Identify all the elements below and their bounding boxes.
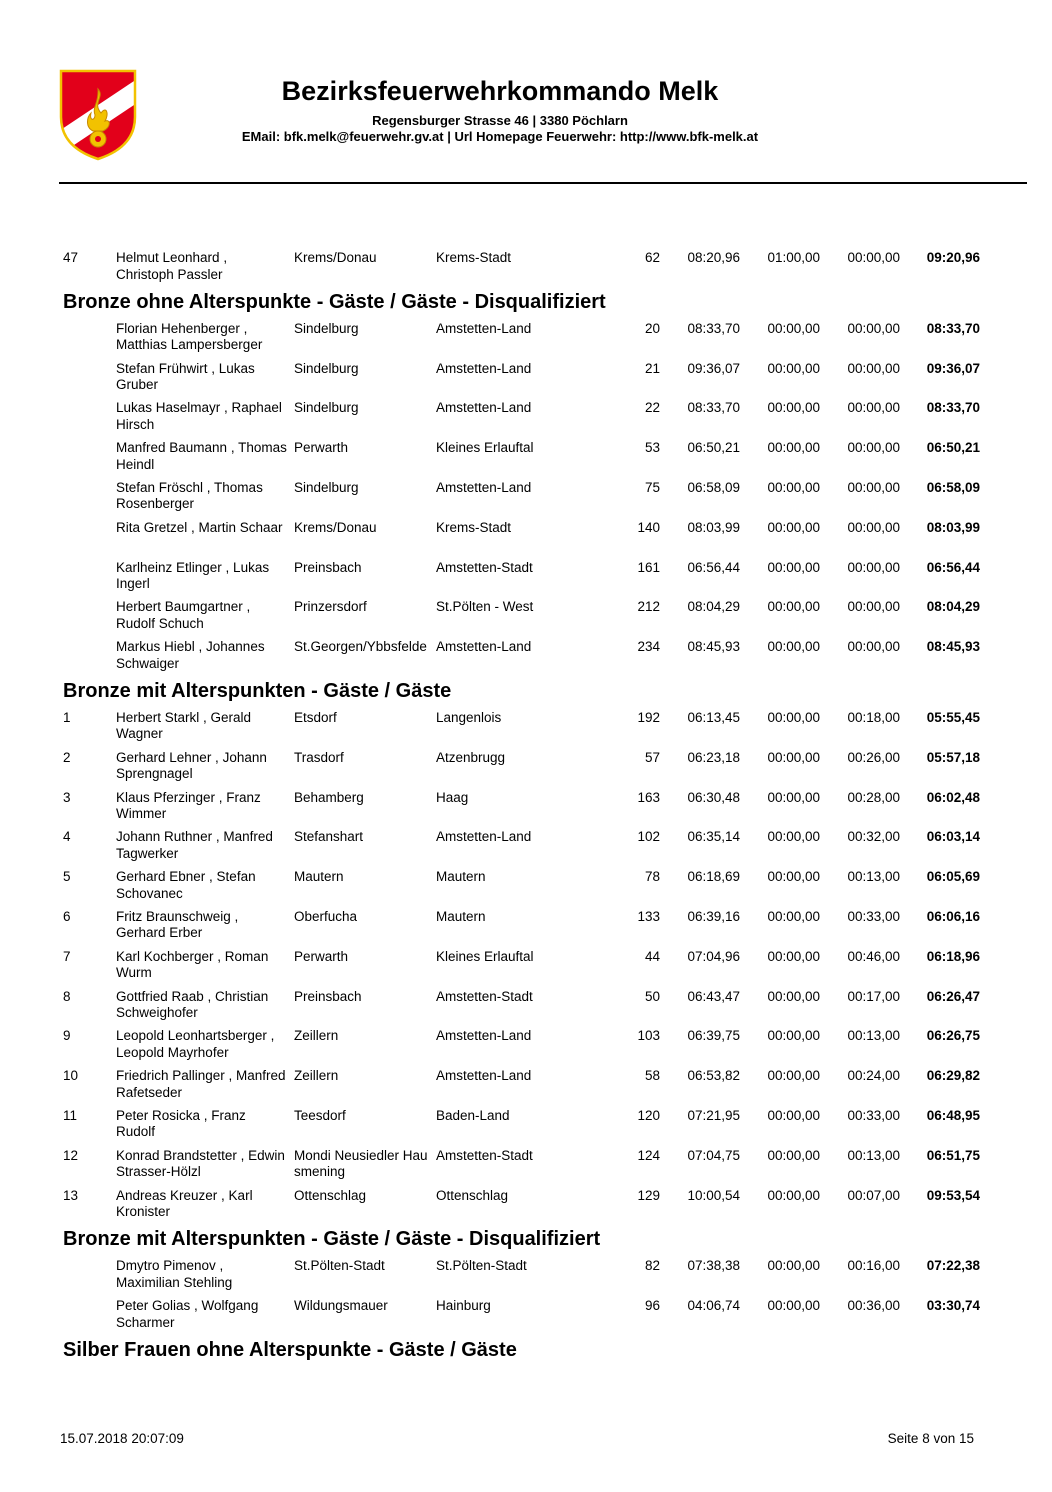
place: Perwarth (294, 948, 349, 964)
time-penalty: 00:00,00 (767, 869, 820, 885)
district: Kleines Erlauftal (436, 948, 534, 964)
team-names: Rita Gretzel , Martin Schaar (116, 519, 283, 535)
place: St.Pölten-Stadt (294, 1258, 385, 1274)
rank: 47 (63, 250, 79, 265)
district: St.Pölten - West (436, 599, 534, 615)
header-divider (59, 182, 1027, 184)
place: Sindelburg (294, 360, 359, 376)
table-row (0, 478, 1052, 518)
time-penalty: 01:00,00 (767, 250, 820, 265)
time-total: 08:33,70 (926, 320, 980, 336)
time-penalty: 00:00,00 (767, 908, 820, 924)
table-row (0, 319, 1052, 359)
time-run: 06:39,75 (687, 1028, 740, 1044)
time-total: 05:55,45 (926, 709, 980, 725)
place: Etsdorf (294, 709, 337, 725)
team-names: Johann Ruthner , Manfred Tagwerker (116, 829, 273, 861)
team-names: Friedrich Pallinger , Manfred Rafetseder (116, 1068, 286, 1100)
district: Langenlois (436, 709, 502, 725)
district: Amstetten-Stadt (436, 559, 533, 575)
time-total: 06:05,69 (926, 869, 980, 885)
start-number: 102 (637, 829, 660, 845)
start-number: 50 (644, 988, 660, 1004)
time-age-bonus: 00:16,00 (847, 1258, 900, 1274)
time-total: 09:20,96 (926, 250, 980, 265)
district: Amstetten-Land (436, 1028, 532, 1044)
team-names: Andreas Kreuzer , Karl Kronister (116, 1187, 253, 1220)
place: Krems/Donau (294, 250, 377, 265)
district: Amstetten-Stadt (436, 1147, 533, 1163)
time-penalty: 00:00,00 (767, 709, 820, 725)
rank: 6 (63, 908, 71, 924)
time-age-bonus: 00:32,00 (847, 829, 900, 845)
place: Sindelburg (294, 400, 359, 416)
rank: 13 (63, 1187, 79, 1203)
rank: 7 (63, 948, 71, 964)
district: Amstetten-Land (436, 829, 532, 845)
team-names: Manfred Baumann , Thomas Heindl (116, 440, 287, 472)
team-names: Fritz Braunschweig , Gerhard Erber (116, 908, 239, 941)
time-age-bonus: 00:00,00 (847, 320, 900, 336)
time-age-bonus: 00:18,00 (847, 709, 900, 725)
rank: 9 (63, 1028, 71, 1044)
time-run: 08:04,29 (687, 599, 740, 615)
team-names: Stefan Fröschl , Thomas Rosenberger (116, 479, 263, 512)
district: Kleines Erlauftal (436, 440, 534, 456)
section-header (0, 1225, 1052, 1256)
start-number: 96 (644, 1298, 660, 1314)
time-age-bonus: 00:13,00 (847, 1147, 900, 1163)
district: Amstetten-Land (436, 360, 532, 376)
start-number: 53 (644, 440, 660, 456)
sections (0, 288, 1052, 1367)
team-names: Dmytro Pimenov , Maximilian Stehling (116, 1258, 233, 1290)
time-age-bonus: 00:00,00 (847, 599, 900, 615)
team-names: Peter Golias , Wolfgang Scharmer (116, 1298, 259, 1330)
rank: 8 (63, 988, 71, 1004)
time-total: 08:33,70 (926, 400, 980, 416)
table-row (0, 788, 1052, 828)
time-total: 06:48,95 (926, 1107, 980, 1123)
time-total: 06:02,48 (926, 789, 980, 805)
time-total: 06:26,75 (926, 1028, 980, 1044)
time-total: 05:57,18 (926, 749, 980, 765)
rank: 4 (63, 829, 71, 845)
place: Zeillern (294, 1068, 339, 1084)
time-age-bonus: 00:13,00 (847, 869, 900, 885)
time-age-bonus: 00:00,00 (847, 639, 900, 655)
start-number: 103 (637, 1028, 660, 1044)
start-number: 82 (644, 1258, 660, 1274)
start-number: 234 (637, 639, 660, 655)
time-run: 08:03,99 (687, 519, 740, 535)
footer-page-number: Seite 8 von 15 (887, 1431, 974, 1446)
rank: 11 (63, 1107, 78, 1123)
place: Stefanshart (294, 829, 364, 845)
place: Zeillern (294, 1028, 339, 1044)
district: Mautern (436, 908, 486, 924)
time-penalty: 00:00,00 (767, 789, 820, 805)
section-header (0, 288, 1052, 319)
time-total: 06:29,82 (926, 1068, 980, 1084)
start-number: 161 (637, 559, 660, 575)
team-names: Karlheinz Etlinger , Lukas Ingerl (116, 559, 270, 592)
table-row (0, 1146, 1052, 1186)
time-age-bonus: 00:17,00 (847, 988, 900, 1004)
time-age-bonus: 00:00,00 (847, 360, 900, 376)
table-row (0, 947, 1052, 987)
table-row (0, 708, 1052, 748)
team-names: Konrad Brandstetter , Edwin Strasser-Hölzl (116, 1147, 285, 1180)
team-names: Lukas Haselmayr , Raphael Hirsch (116, 400, 282, 432)
table-row (0, 637, 1052, 677)
place: St.Georgen/Ybbsfelde (294, 639, 427, 655)
time-run: 06:56,44 (687, 559, 740, 575)
time-penalty: 00:00,00 (767, 320, 820, 336)
time-total: 09:53,54 (926, 1187, 980, 1203)
header-contact: EMail: bfk.melk@feuerwehr.gv.at | Url Homepage Feuerwehr: http://www.bfk-melk.at (241, 129, 759, 144)
time-age-bonus: 00:00,00 (847, 250, 900, 265)
time-penalty: 00:00,00 (767, 479, 820, 495)
time-age-bonus: 00:13,00 (847, 1028, 900, 1044)
district: Baden-Land (436, 1107, 510, 1123)
time-run: 07:21,95 (687, 1107, 740, 1123)
table-row (0, 748, 1052, 788)
time-run: 06:53,82 (687, 1068, 740, 1084)
time-age-bonus: 00:00,00 (847, 559, 900, 575)
team-names: Karl Kochberger , Roman Wurm (116, 948, 269, 981)
district: Krems-Stadt (436, 250, 512, 265)
team-names: Helmut Leonhard , Christoph Passler (116, 250, 228, 282)
time-age-bonus: 00:00,00 (847, 440, 900, 456)
time-run: 08:20,96 (687, 250, 740, 265)
district: Mautern (436, 869, 486, 885)
table-row (0, 867, 1052, 907)
time-penalty: 00:00,00 (767, 948, 820, 964)
time-total: 06:26,47 (926, 988, 980, 1004)
footer-timestamp: 15.07.2018 20:07:09 (60, 1431, 184, 1446)
time-age-bonus: 00:00,00 (847, 400, 900, 416)
rank: 3 (63, 789, 71, 805)
time-total: 06:58,09 (926, 479, 980, 495)
section-header (0, 677, 1052, 708)
start-number: 22 (644, 400, 660, 416)
time-run: 06:43,47 (687, 988, 740, 1004)
rank: 12 (63, 1147, 79, 1163)
time-run: 08:33,70 (687, 320, 740, 336)
district: Haag (436, 789, 469, 805)
header-address: Regensburger Strasse 46 | 3380 Pöchlarn (372, 113, 628, 128)
team-names: Klaus Pferzinger , Franz Wimmer (116, 789, 261, 822)
time-age-bonus: 00:33,00 (847, 1107, 900, 1123)
place: Preinsbach (294, 559, 362, 575)
time-run: 06:13,45 (687, 709, 740, 725)
time-penalty: 00:00,00 (767, 829, 820, 845)
time-penalty: 00:00,00 (767, 599, 820, 615)
table-row (0, 398, 1052, 438)
place: Perwarth (294, 440, 349, 456)
table-row (0, 1106, 1052, 1146)
start-number: 58 (644, 1068, 660, 1084)
page-title: Bezirksfeuerwehrkommando Melk (281, 76, 719, 106)
district: St.Pölten-Stadt (436, 1258, 527, 1274)
time-penalty: 00:00,00 (767, 1068, 820, 1084)
time-penalty: 00:00,00 (767, 1147, 820, 1163)
time-total: 06:51,75 (926, 1147, 980, 1163)
table-row (0, 438, 1052, 478)
team-names: Stefan Frühwirt , Lukas Gruber (116, 360, 255, 393)
time-penalty: 00:00,00 (767, 1187, 820, 1203)
time-run: 07:04,96 (687, 948, 740, 964)
time-penalty: 00:00,00 (767, 440, 820, 456)
district: Atzenbrugg (436, 749, 506, 765)
district: Ottenschlag (436, 1187, 509, 1203)
place: Sindelburg (294, 479, 359, 495)
time-penalty: 00:00,00 (767, 1258, 820, 1274)
start-number: 163 (637, 789, 660, 805)
time-age-bonus: 00:33,00 (847, 908, 900, 924)
time-run: 06:39,16 (687, 908, 740, 924)
place: Preinsbach (294, 988, 362, 1004)
time-penalty: 00:00,00 (767, 360, 820, 376)
time-age-bonus: 00:07,00 (847, 1187, 900, 1203)
time-age-bonus: 00:46,00 (847, 948, 900, 964)
time-run: 06:58,09 (687, 479, 740, 495)
time-total: 06:56,44 (926, 559, 980, 575)
time-total: 08:03,99 (926, 519, 980, 535)
table-row (0, 1186, 1052, 1226)
time-age-bonus: 00:00,00 (847, 479, 900, 495)
start-number: 133 (637, 908, 660, 924)
team-names: Herbert Starkl , Gerald Wagner (116, 709, 252, 742)
district: Amstetten-Stadt (436, 988, 533, 1004)
time-run: 06:50,21 (687, 440, 740, 456)
section-title: Bronze mit Alterspunkten - Gäste / Gäste (63, 679, 452, 702)
start-number: 120 (637, 1107, 660, 1123)
time-run: 10:00,54 (687, 1187, 740, 1203)
district: Krems-Stadt (436, 519, 512, 535)
time-run: 09:36,07 (687, 360, 740, 376)
time-penalty: 00:00,00 (767, 559, 820, 575)
place: Oberfucha (294, 908, 358, 924)
section-title: Bronze mit Alterspunkten - Gäste / Gäste - Disqualifiziert (63, 1228, 601, 1251)
time-penalty: 00:00,00 (767, 400, 820, 416)
start-number: 212 (637, 599, 660, 615)
start-number: 140 (637, 519, 660, 535)
section-title: Silber Frauen ohne Alterspunkte - Gäste / Gäste (63, 1338, 517, 1361)
time-penalty: 00:00,00 (767, 1028, 820, 1044)
team-names: Gerhard Lehner , Johann Sprengnagel (116, 749, 267, 782)
time-run: 06:23,18 (687, 749, 740, 765)
place: Krems/Donau (294, 519, 377, 535)
time-total: 08:04,29 (926, 599, 980, 615)
results-list (0, 248, 1052, 1367)
start-number: 62 (644, 250, 660, 265)
time-run: 07:38,38 (687, 1258, 740, 1274)
time-run: 04:06,74 (687, 1298, 740, 1314)
time-total: 06:50,21 (926, 440, 980, 456)
team-names: Leopold Leonhartsberger , Leopold Mayrhofer (116, 1028, 275, 1060)
time-run: 08:33,70 (687, 400, 740, 416)
time-total: 07:22,38 (926, 1258, 980, 1274)
team-names: Herbert Baumgartner , Rudolf Schuch (116, 599, 251, 631)
district: Amstetten-Land (436, 1068, 532, 1084)
start-number: 57 (644, 749, 660, 765)
time-penalty: 00:00,00 (767, 749, 820, 765)
rank: 2 (63, 749, 71, 765)
table-row (0, 1026, 1052, 1066)
table-row (0, 907, 1052, 947)
time-total: 06:18,96 (926, 948, 980, 964)
start-number: 129 (637, 1187, 660, 1203)
time-penalty: 00:00,00 (767, 639, 820, 655)
place: Ottenschlag (294, 1187, 367, 1203)
start-number: 75 (644, 479, 660, 495)
start-number: 192 (637, 709, 660, 725)
time-total: 09:36,07 (926, 360, 980, 376)
time-age-bonus: 00:28,00 (847, 789, 900, 805)
time-run: 06:18,69 (687, 869, 740, 885)
start-number: 78 (644, 869, 660, 885)
start-number: 21 (644, 360, 660, 376)
district: Amstetten-Land (436, 639, 532, 655)
district: Amstetten-Land (436, 320, 532, 336)
table-row (0, 1296, 1052, 1336)
team-names: Gerhard Ebner , Stefan Schovanec (116, 869, 256, 901)
place: Teesdorf (294, 1107, 346, 1123)
section-header (0, 1336, 1052, 1367)
time-penalty: 00:00,00 (767, 1107, 820, 1123)
place: Wildungsmauer (294, 1298, 388, 1314)
time-age-bonus: 00:36,00 (847, 1298, 900, 1314)
time-run: 08:45,93 (687, 639, 740, 655)
table-row (0, 1066, 1052, 1106)
time-age-bonus: 00:26,00 (847, 749, 900, 765)
table-row (0, 248, 1052, 288)
section-title: Bronze ohne Alterspunkte - Gäste / Gäste - Disqualifiziert (63, 290, 606, 313)
table-row (0, 597, 1052, 637)
rank: 5 (63, 869, 71, 885)
table-row (0, 359, 1052, 399)
district: Hainburg (436, 1298, 491, 1314)
place: Behamberg (294, 789, 364, 805)
place: Trasdorf (294, 749, 344, 765)
team-names: Peter Rosicka , Franz Rudolf (116, 1107, 246, 1140)
table-row (0, 1256, 1052, 1296)
start-number: 20 (644, 320, 660, 336)
team-names: Gottfried Raab , Christian Schweighofer (116, 988, 269, 1021)
time-penalty: 00:00,00 (767, 988, 820, 1004)
time-run: 06:35,14 (687, 829, 740, 845)
place: Sindelburg (294, 320, 359, 336)
rank: 1 (63, 709, 71, 725)
place: Mondi Neusiedler Hausmening (294, 1147, 428, 1180)
rank: 10 (63, 1068, 79, 1084)
district: Amstetten-Land (436, 479, 532, 495)
table-row (0, 827, 1052, 867)
time-total: 08:45,93 (926, 639, 980, 655)
time-run: 06:30,48 (687, 789, 740, 805)
place: Prinzersdorf (294, 599, 367, 615)
table-row (0, 987, 1052, 1027)
time-total: 06:03,14 (926, 829, 980, 845)
team-names: Markus Hiebl , Johannes Schwaiger (116, 639, 265, 671)
team-names: Florian Hehenberger , Matthias Lampersberger (116, 320, 263, 353)
time-total: 03:30,74 (926, 1298, 980, 1314)
table-row (0, 558, 1052, 598)
time-age-bonus: 00:00,00 (847, 519, 900, 535)
start-number: 44 (644, 948, 660, 964)
time-total: 06:06,16 (926, 908, 980, 924)
time-run: 07:04,75 (687, 1147, 740, 1163)
time-age-bonus: 00:24,00 (847, 1068, 900, 1084)
place: Mautern (294, 869, 344, 885)
time-penalty: 00:00,00 (767, 1298, 820, 1314)
district: Amstetten-Land (436, 400, 532, 416)
time-penalty: 00:00,00 (767, 519, 820, 535)
start-number: 124 (637, 1147, 660, 1163)
table-row (0, 518, 1052, 558)
